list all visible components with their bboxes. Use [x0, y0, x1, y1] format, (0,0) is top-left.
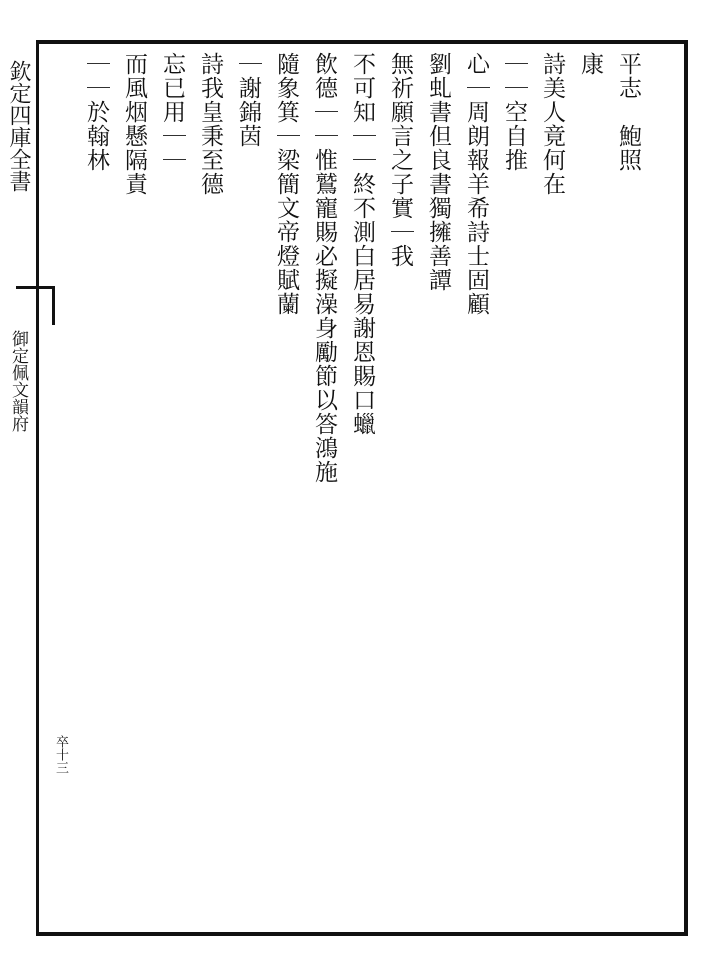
fishtail-mark [16, 286, 55, 325]
text-column-9: 飲德｜｜惟鷲寵賜必擬澡身勵節以答鴻施 [311, 52, 337, 484]
text-column-10: 隨象箕｜梁簡文帝燈賦蘭 [273, 52, 299, 316]
text-column-15: ｜｜於翰林 [83, 52, 109, 172]
bottom-border-rule [36, 932, 687, 936]
text-column-14: 而風烟懸隔責 [121, 52, 147, 196]
text-column-2: 康 [577, 52, 603, 76]
text-column-13: 忘已用｜｜ [159, 52, 185, 172]
volume-title: 御定佩文韻府 [8, 330, 28, 432]
text-column-5: 心｜周朗報羊希詩士固顧 [463, 52, 489, 316]
text-column-12: 詩我皇秉至德 [197, 52, 223, 196]
text-column-6: 劉虬書但良書獨擁善譚 [425, 52, 451, 292]
text-column-1: 平志 鮑照 [615, 52, 641, 172]
text-column-7: 無祈願言之子實｜我 [387, 52, 413, 268]
right-border-rule [684, 40, 688, 936]
book-title: 欽定四庫全書 [6, 60, 31, 192]
text-column-4: ｜｜空自推 [501, 52, 527, 172]
page-number: 卒十三 [53, 735, 68, 774]
top-border-rule [36, 40, 687, 44]
text-column-3: 詩美人竟何在 [539, 52, 565, 196]
text-column-8: 不可知｜｜終不測白居易謝恩賜口蠟 [349, 52, 375, 436]
text-column-11: ｜謝錦茵 [235, 52, 261, 148]
left-border-rule [36, 40, 39, 936]
